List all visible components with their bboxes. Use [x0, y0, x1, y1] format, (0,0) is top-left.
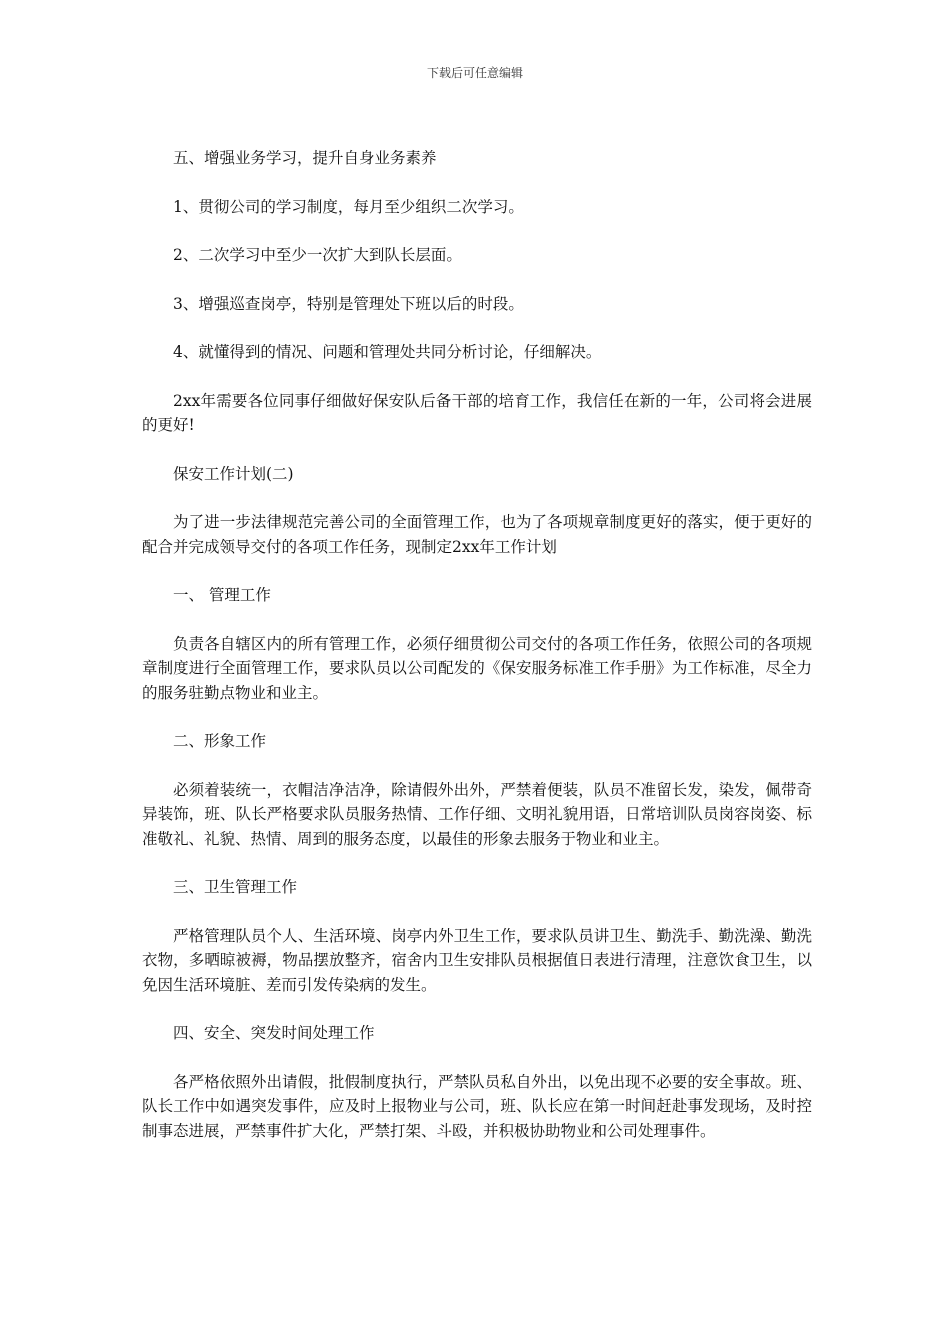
list-item: 2、二次学习中至少一次扩大到队长层面。 [173, 246, 462, 264]
paragraph-intro: 为了进一步法律规范完善公司的全面管理工作，也为了各项规章制度更好的落实，便于更好的配合并完成领导交付的各项工作任务，现制定2xx年工作计划 [142, 513, 812, 556]
document-body [142, 146, 812, 1167]
list-item: 1、贯彻公司的学习制度，每月至少组织二次学习。 [173, 197, 524, 216]
paragraph-management: 负责各自辖区内的所有管理工作，必须仔细贯彻公司交付的各项工作任务，依照公司的各项规章制度进行全面管理工作，要求队员以公司配发的《保安服务标准工作手册》为工作标准，尽全力的服务驻勤点物业和业主。 [142, 634, 812, 702]
paragraph-image: 必须着装统一，衣帽洁净洁净，除请假外出外，严禁着便装，队员不准留长发，染发，佩带奇异装饰，班、队长严格要求队员服务热情、工作仔细、文明礼貌用语，日常培训队员岗容岗姿、标准敬礼、礼貌、热情、周到的服务态度，以最佳的形象去服务于物业和业主。 [142, 780, 812, 848]
document-subtitle: 保安工作计划(二) [173, 464, 294, 483]
list-item: 4、就懂得到的情况、问题和管理处共同分析讨论，仔细解决。 [173, 343, 602, 361]
section-heading-image: 二、形象工作 [173, 732, 267, 750]
paragraph-safety: 各严格依照外出请假，批假制度执行，严禁队员私自外出，以免出现不必要的安全事故。班、队长工作中如遇突发事件，应及时上报物业与公司，班、队长应在第一时间赶赴事发现场，及时控制事态进展，严禁事件扩大化，严禁打架、斗殴，并积极协助物业和公司处理事件。 [142, 1072, 812, 1140]
section-heading-study: 五、增强业务学习，提升自身业务素养 [173, 149, 437, 167]
section-heading-management: 一、 管理工作 [173, 586, 271, 604]
section-heading-safety: 四、安全、突发时间处理工作 [173, 1024, 375, 1042]
section-heading-hygiene: 三、卫生管理工作 [173, 878, 298, 896]
paragraph-summary: 2xx年需要各位同事仔细做好保安队后备干部的培育工作，我信任在新的一年，公司将会进展的更好! [142, 391, 812, 434]
paragraph-hygiene: 严格管理队员个人、生活环境、岗亭内外卫生工作，要求队员讲卫生、勤洗手、勤洗澡、勤洗衣物，多晒晾被褥，物品摆放整齐，宿舍内卫生安排队员根据值日表进行清理，注意饮食卫生，以免因生活环境脏、差而引发传染病的发生。 [142, 926, 812, 994]
page-header: 下载后可任意编辑 [426, 66, 523, 80]
list-item: 3、增强巡查岗亭，特别是管理处下班以后的时段。 [173, 294, 524, 313]
